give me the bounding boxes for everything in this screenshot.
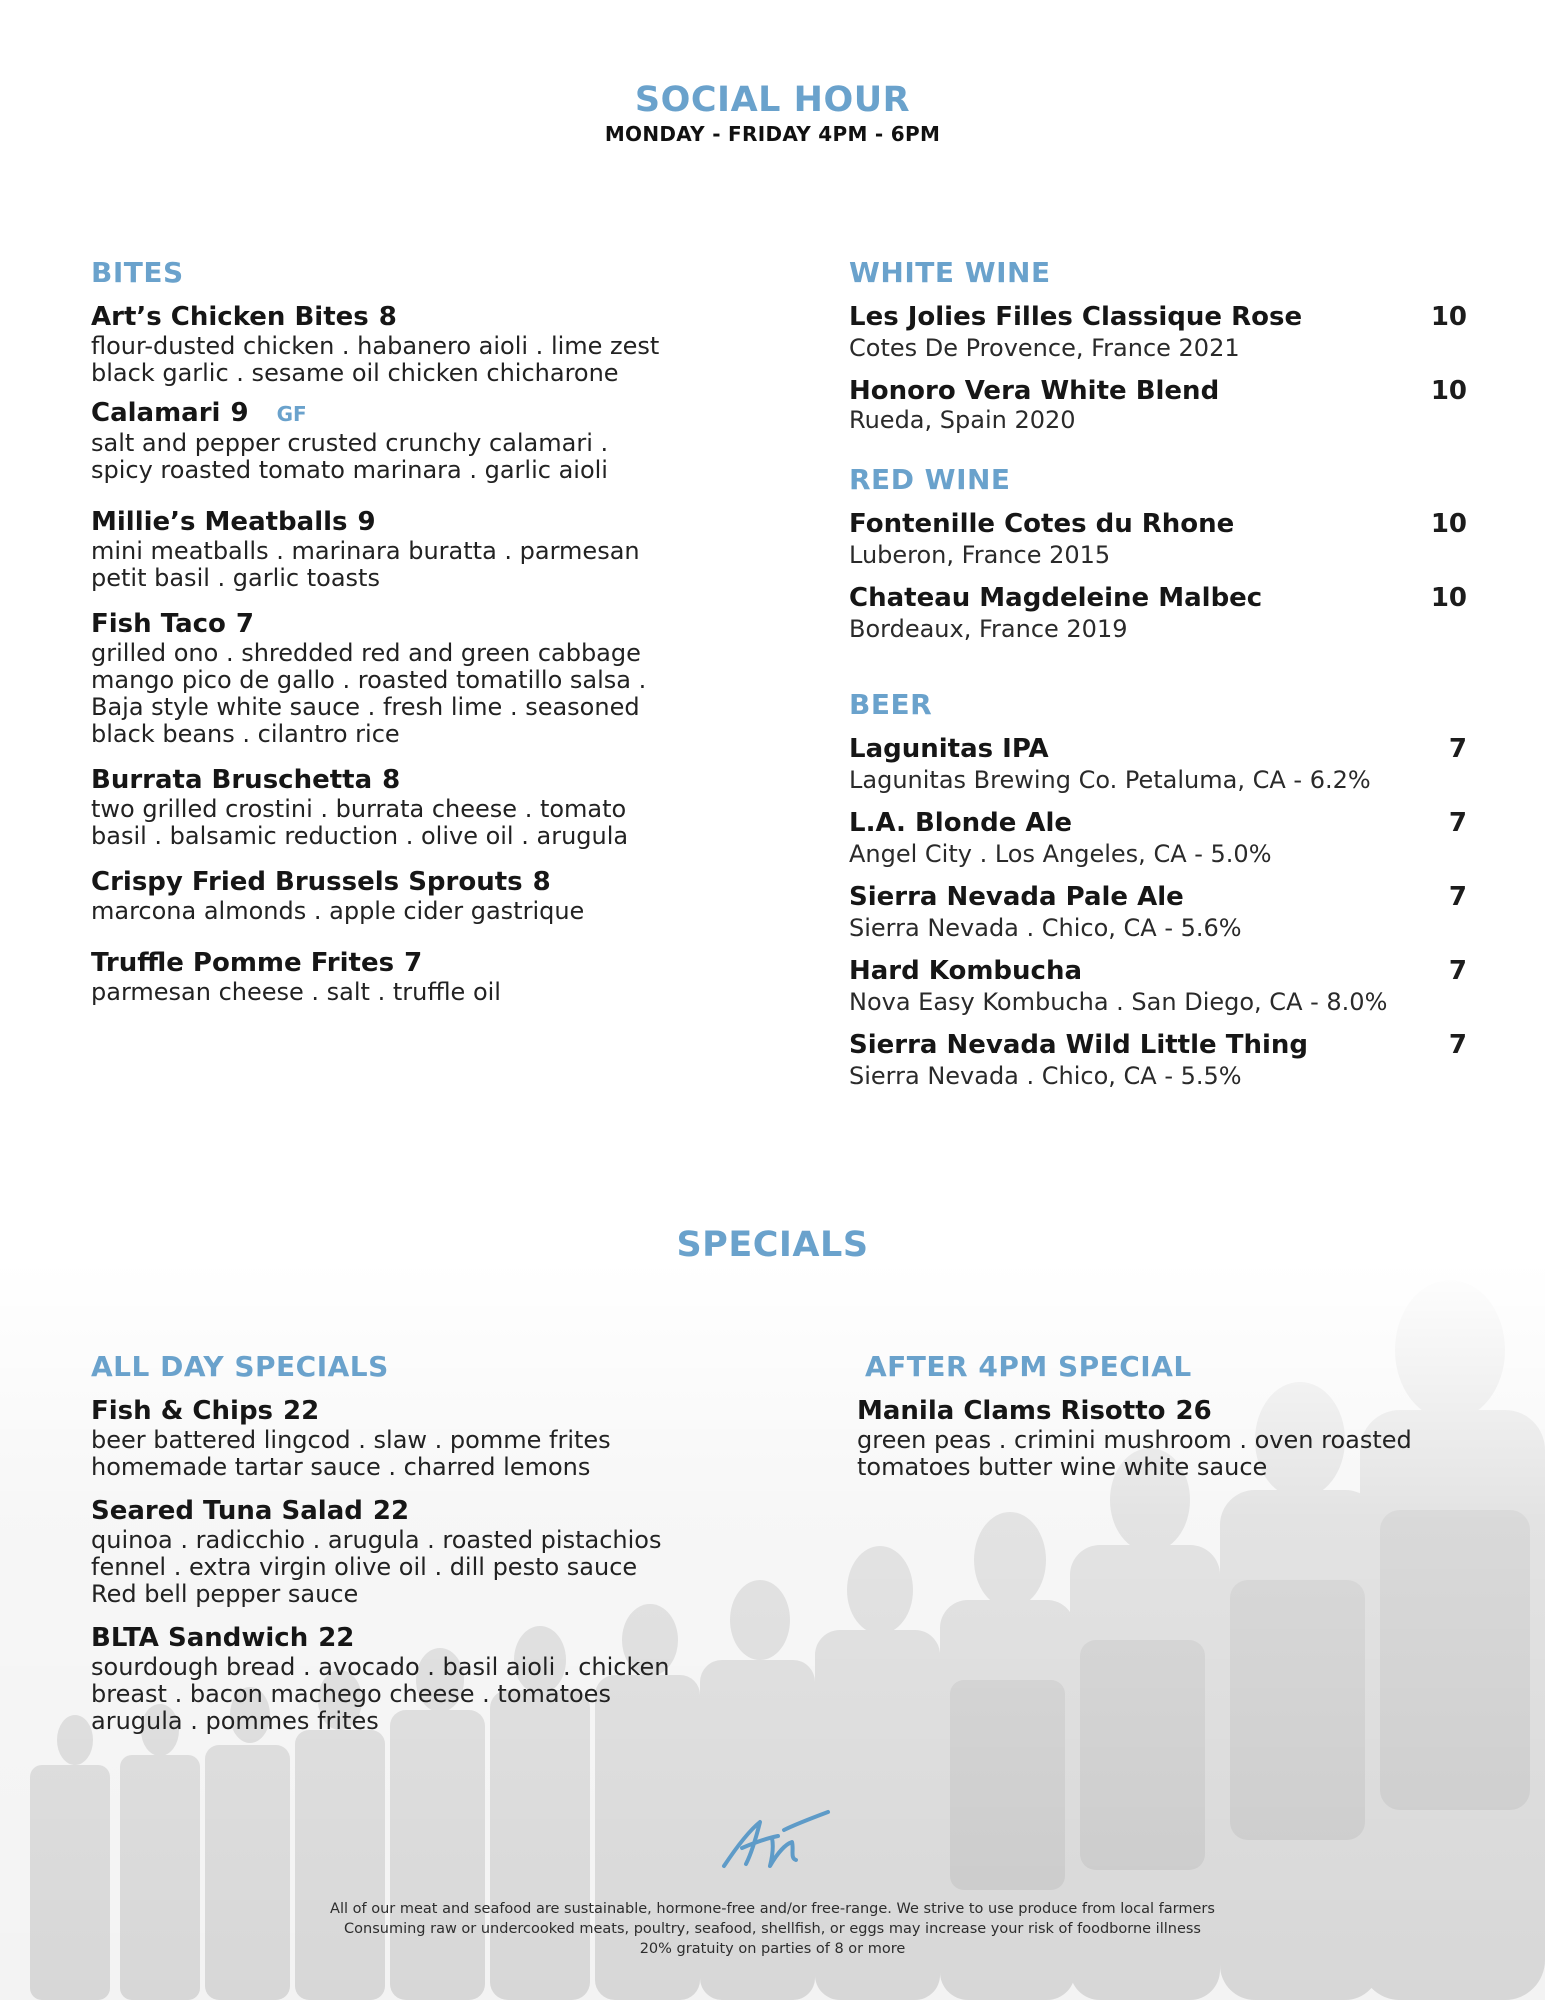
drink-origin: Angel City . Los Angeles, CA - 5.0% <box>849 840 1272 868</box>
item-name: Crispy Fried Brussels Sprouts <box>91 867 523 897</box>
item-desc: fennel . extra virgin olive oil . dill pesto sauce <box>91 1553 638 1581</box>
item-desc: grilled ono . shredded red and green cabbage <box>91 639 641 667</box>
menu-item <box>91 1622 711 1735</box>
item-desc: black beans . cilantro rice <box>91 720 400 748</box>
section-heading-after-4pm-special: AFTER 4PM SPECIAL <box>865 1350 1192 1383</box>
drink-price: 7 <box>1448 734 1467 764</box>
item-desc: petit basil . garlic toasts <box>91 564 380 592</box>
item-name: Fish & Chips <box>91 1396 274 1426</box>
drink-price: 10 <box>1430 302 1467 332</box>
item-desc: green peas . crimini mushroom . oven roasted <box>857 1426 1412 1454</box>
section-heading-white-wine: WHITE WINE <box>849 256 1051 289</box>
item-price: 22 <box>283 1396 320 1426</box>
drink-origin: Cotes De Provence, France 2021 <box>849 334 1240 362</box>
drinks-section <box>849 256 1467 1091</box>
item-name: Seared Tuna Salad <box>91 1496 363 1526</box>
drink-price: 10 <box>1430 376 1467 406</box>
menu-item <box>857 1395 1477 1481</box>
drink-name: L.A. Blonde Ale <box>849 808 1073 838</box>
item-price: 7 <box>235 609 255 639</box>
item-name: Fish Taco <box>91 609 226 639</box>
drink-item <box>849 881 1467 943</box>
item-price: 22 <box>318 1623 355 1653</box>
signature-logo-icon <box>716 1808 836 1878</box>
menu-item <box>91 301 711 387</box>
item-desc: Red bell pepper sauce <box>91 1580 359 1608</box>
drink-name: Les Jolies Filles Classique Rose <box>849 302 1303 332</box>
item-price: 26 <box>1175 1396 1212 1426</box>
item-name: Manila Clams Risotto <box>857 1396 1166 1426</box>
item-price: 9 <box>357 507 376 537</box>
section-heading-bites: BITES <box>91 256 184 289</box>
item-price: 7 <box>404 948 423 978</box>
drink-origin: Bordeaux, France 2019 <box>849 615 1128 643</box>
drink-price: 7 <box>1448 882 1467 912</box>
item-desc: two grilled crostini . burrata cheese . tomato <box>91 795 627 823</box>
item-name: Calamari <box>91 398 221 428</box>
drink-origin: Rueda, Spain 2020 <box>849 406 1076 434</box>
drink-price: 7 <box>1448 808 1467 838</box>
footer-notes <box>0 1899 1545 1959</box>
menu-item <box>91 506 711 592</box>
drink-name: Hard Kombucha <box>849 956 1083 986</box>
drink-item <box>849 582 1467 644</box>
specials-title: SPECIALS <box>676 1225 869 1265</box>
item-price: 8 <box>532 867 551 897</box>
drink-price: 10 <box>1430 583 1467 613</box>
item-price: 8 <box>382 765 401 795</box>
drink-name: Fontenille Cotes du Rhone <box>849 509 1235 539</box>
menu-item <box>91 866 711 925</box>
drink-item <box>849 301 1467 363</box>
menu-item <box>91 1495 711 1608</box>
item-desc: salt and pepper crusted crunchy calamari . <box>91 429 609 457</box>
item-price: 8 <box>378 302 397 332</box>
drink-name: Honoro Vera White Blend <box>849 376 1220 406</box>
item-desc: black garlic . sesame oil chicken chicharone <box>91 359 619 387</box>
footer-line: All of our meat and seafood are sustainable, hormone-free and/or free-range. We strive to use produce from local farmers <box>330 1901 1215 1917</box>
item-price: 22 <box>372 1496 410 1526</box>
footer-line: 20% gratuity on parties of 8 or more <box>639 1941 906 1957</box>
item-desc: arugula . pommes frites <box>91 1707 379 1735</box>
drink-price: 10 <box>1430 509 1467 539</box>
all-day-specials-section <box>91 1350 711 1735</box>
menu-item <box>91 764 711 850</box>
item-desc: mini meatballs . marinara buratta . parmesan <box>91 537 640 565</box>
menu-item <box>91 1395 711 1481</box>
item-desc: beer battered lingcod . slaw . pomme frites <box>91 1426 611 1454</box>
drink-origin: Sierra Nevada . Chico, CA - 5.6% <box>849 914 1242 942</box>
section-heading-beer: BEER <box>849 688 933 721</box>
after-4pm-special-section <box>857 1350 1477 1481</box>
item-desc: parmesan cheese . salt . truffle oil <box>91 978 501 1006</box>
drink-name: Sierra Nevada Wild Little Thing <box>849 1030 1308 1060</box>
item-desc: sourdough bread . avocado . basil aioli . chicken <box>91 1653 670 1681</box>
section-heading-all-day-specials: ALL DAY SPECIALS <box>91 1350 389 1383</box>
drink-price: 7 <box>1448 1030 1467 1060</box>
item-desc: breast . bacon machego cheese . tomatoes <box>91 1680 611 1708</box>
drink-name: Sierra Nevada Pale Ale <box>849 882 1184 912</box>
item-desc: tomatoes butter wine white sauce <box>857 1453 1268 1481</box>
drink-origin: Luberon, France 2015 <box>849 541 1111 569</box>
drink-origin: Lagunitas Brewing Co. Petaluma, CA - 6.2% <box>849 766 1371 794</box>
footer-line: Consuming raw or undercooked meats, poultry, seafood, shellfish, or eggs may increase your risk of foodborne illness <box>344 1921 1201 1937</box>
drink-item <box>849 508 1467 570</box>
drink-name: Lagunitas IPA <box>849 734 1049 764</box>
section-heading-red-wine: RED WINE <box>849 463 1011 496</box>
item-price: 9 <box>230 398 249 428</box>
drink-origin: Nova Easy Kombucha . San Diego, CA - 8.0% <box>849 988 1388 1016</box>
item-name: Art’s Chicken Bites <box>91 302 369 332</box>
page-subtitle: MONDAY - FRIDAY 4PM - 6PM <box>604 122 941 146</box>
drink-price: 7 <box>1448 956 1467 986</box>
drink-item <box>849 1029 1467 1091</box>
item-name: Millie’s Meatballs <box>91 507 348 537</box>
menu-item <box>91 397 711 484</box>
bites-section <box>91 256 711 1006</box>
item-desc: homemade tartar sauce . charred lemons <box>91 1453 591 1481</box>
drink-origin: Sierra Nevada . Chico, CA - 5.5% <box>849 1062 1242 1090</box>
item-name: BLTA Sandwich <box>91 1623 309 1653</box>
item-desc: flour-dusted chicken . habanero aioli . lime zest <box>91 332 660 360</box>
drink-item <box>849 955 1467 1017</box>
drink-item <box>849 375 1467 433</box>
item-name: Burrata Bruschetta <box>91 765 373 795</box>
menu-item <box>91 608 711 748</box>
item-desc: Baja style white sauce . fresh lime . seasoned <box>91 693 640 721</box>
item-desc: spicy roasted tomato marinara . garlic aioli <box>91 456 608 484</box>
drink-item <box>849 807 1467 869</box>
item-desc: basil . balsamic reduction . olive oil . arugula <box>91 822 629 850</box>
item-name: Truffle Pomme Frites <box>91 948 395 978</box>
item-desc: mango pico de gallo . roasted tomatillo salsa . <box>91 666 647 694</box>
drink-item <box>849 733 1467 795</box>
drink-name: Chateau Magdeleine Malbec <box>849 583 1263 613</box>
page-title: SOCIAL HOUR <box>634 80 911 120</box>
item-desc: quinoa . radicchio . arugula . roasted pistachios <box>91 1526 662 1554</box>
item-desc: marcona almonds . apple cider gastrique <box>91 897 585 925</box>
menu-item <box>91 947 711 1006</box>
gluten-free-badge: GF <box>276 402 307 426</box>
